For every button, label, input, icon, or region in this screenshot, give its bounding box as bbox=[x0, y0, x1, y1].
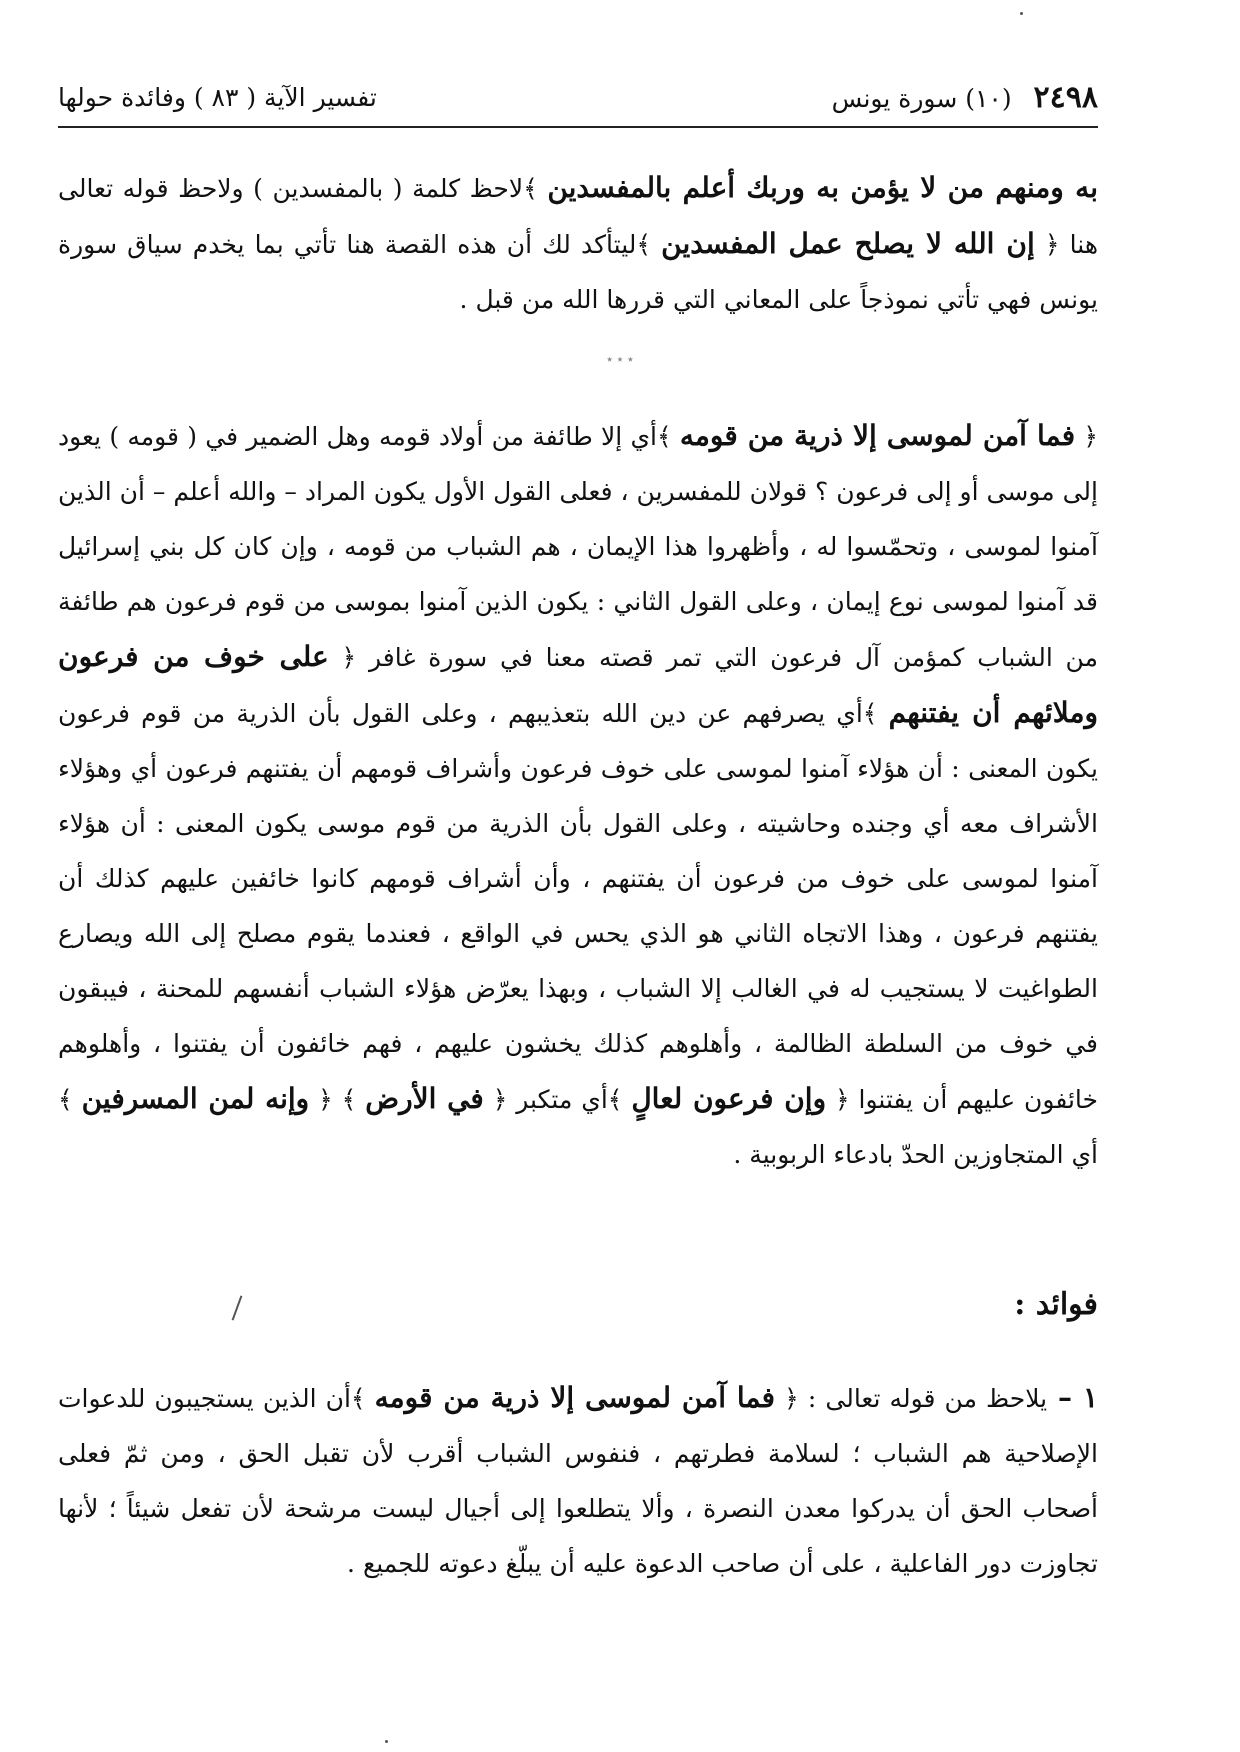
quran-verse: وإنه لمن المسرفين bbox=[81, 1082, 310, 1115]
commentary-text: ﴾أي يصرفهم عن دين الله بتعذيبهم ، وعلى القول بأن الذرية من قوم فرعون يكون المعنى : أن هؤلاء آمنوا لموسى على خوف فرعون وأشراف قومهم أن يفتنهم فرعون أي وهؤلاء الأشراف معه أي وجنده وحاشيته ، وعلى القول بأن الذرية من قوم موسى يكون المعنى : أن هؤلاء آمنوا لموسى على خوف من فرعون أن يفتنهم ، وأن أشراف قومهم كانوا خائفين عليهم كذلك أن يفتنهم فرعون ، وهذا الاتجاه الثاني هو الذي يحس في الواقع ، فعندما يقوم مصلح إلى الله ويصارع الطواغيت لا يستجيب له في الغالب إلا الشباب ، وبهذا يعرّض هؤلاء الشباب أنفسهم للمحنة ، فيبقون في خوف من السلطة الظالمة ، وأهلوهم كذلك يخشون عليهم ، فهم خائفون أن يفتنوا ، وأهلوهم خائفون عليهم أن يفتنوا ﴿ bbox=[58, 699, 1098, 1114]
page-header bbox=[58, 68, 1098, 126]
ornate-bracket: ﴿ bbox=[1075, 422, 1098, 451]
quran-verse: به ومنهم من لا يؤمن به وربك أعلم بالمفسدين bbox=[547, 171, 1098, 204]
header-right bbox=[832, 80, 1098, 115]
tafsir-section bbox=[58, 408, 1098, 1182]
commentary-text: ﴾ليتأكد لك أن هذه القصة هنا تأتي بما يخدم سياق سورة يونس فهي تأتي نموذجاً على المعاني التي قررها الله من قبل . bbox=[58, 230, 1098, 314]
quran-verse: فما آمن لموسى إلا ذرية من قومه bbox=[374, 1381, 775, 1414]
header-topic: تفسير الآية ( ٨٣ ) وفائدة حولها bbox=[58, 82, 377, 112]
commentary-text: ﴾ ﴿ bbox=[309, 1085, 366, 1114]
commentary-text: ﴾أي إلا طائفة من أولاد قومه وهل الضمير في ( قومه ) يعود إلى موسى أو إلى فرعون ؟ قولان للمفسرين ، فعلى القول الأول يكون المراد – والله أعلم – أن الذين آمنوا لموسى ، وتحمّسوا له ، وأظهروا هذا الإيمان ، هم الشباب من قومه ، وإن كان كل بني إسرائيل قد آمنوا لموسى نوع إيمان ، وعلى القول الثاني : يكون الذين آمنوا بموسى من قوم فرعون هم طائفة من الشباب كمؤمن آل فرعون التي تمر قصته معنا في سورة غافر ﴿ bbox=[58, 422, 1098, 672]
paragraph bbox=[58, 160, 1098, 327]
quran-verse: فما آمن لموسى إلا ذرية من قومه bbox=[679, 419, 1076, 452]
commentary-text: يلاحظ من قوله تعالى : ﴿ bbox=[774, 1384, 1048, 1413]
page-number: ٢٤٩٨ bbox=[1033, 79, 1098, 115]
section-separator: ٭ ٭ ٭ bbox=[606, 352, 634, 366]
commentary-text: ﴾أي متكبر ﴿ bbox=[483, 1085, 632, 1114]
benefits-heading: فوائد : bbox=[1014, 1287, 1098, 1322]
quran-verse: على خوف من فرعون وملائهم أن يفتنهم bbox=[58, 640, 1098, 729]
item-number: ١ – bbox=[1047, 1381, 1098, 1414]
intro-section bbox=[58, 160, 1098, 327]
quran-verse: وإن فرعون لعالٍ bbox=[631, 1082, 827, 1115]
paragraph bbox=[58, 408, 1098, 1182]
benefits-section bbox=[58, 1370, 1098, 1591]
header-divider bbox=[58, 126, 1098, 128]
quran-verse: إن الله لا يصلح عمل المفسدين bbox=[661, 227, 1035, 260]
scan-artifact bbox=[385, 1740, 388, 1743]
scan-artifact bbox=[1020, 12, 1023, 15]
commentary-text: ﴾لاحظ كلمة ( بالمفسدين ) ولاحظ قوله تعالى هنا ﴿ bbox=[58, 174, 1099, 259]
quran-verse: في الأرض bbox=[365, 1082, 484, 1115]
commentary-text: ﴾أن الذين يستجيبون للدعوات الإصلاحية هم الشباب ؛ لسلامة فطرتهم ، فنفوس الشباب أقرب لأن تقبل الحق ، ومن ثمّ فعلى أصحاب الحق أن يدركوا معدن النصرة ، وألا يتطلعوا إلى أجيال ليست مرشحة لأن تفعل شيئاً ؛ لأنها تجاوزت دور الفاعلية ، على أن صاحب الدعوة عليه أن يبلّغ دعوته للجميع . bbox=[58, 1384, 1098, 1578]
paragraph bbox=[58, 1370, 1098, 1591]
surah-name: (١٠) سورة يونس bbox=[831, 83, 1012, 113]
commentary-text: ﴾أي المتجاوزين الحدّ بادعاء الربوبية . bbox=[58, 1085, 1098, 1169]
